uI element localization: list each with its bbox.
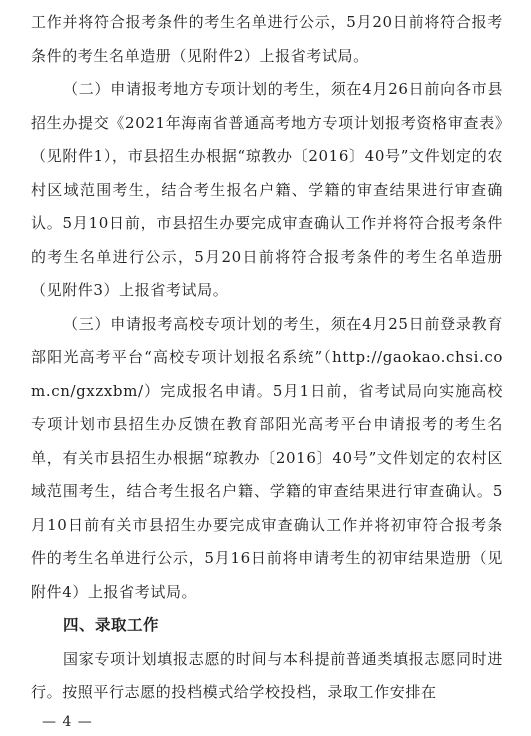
paragraph-admission: 国家专项计划填报志愿的时间与本科提前普通类填报志愿同时进行。按照平行志愿的投档模式给学校投档，录取工作安排在	[31, 649, 503, 701]
paragraph-university-special-plan: （三）申请报考高校专项计划的考生，须在4月25日前登录教育部阳光高考平台“高校专项计划报名系统”（http://gaokao.chsi.com.cn/gxzxbm/）完成报名申请。5月1日前，省考试局向实施高校专项计划市县招生办反馈在教育部阳光高考平台申请报考的考生名单，有关市县招生办根据“琼教办〔2016〕40号”文件划定的农村区域范围考生，结合考生报名户籍、学籍的审查结果进行审查确认。5月10日前有关市县招生办要完成审查确认工作并将初审符合报考条件的考生名单进行公示，5月16日前将申请考生的初审结果造册（见附件4）上报省考试局。	[31, 314, 503, 601]
paragraph-local-special-plan: （二）申请报考地方专项计划的考生，须在4月26日前向各市县招生办提交《2021年海南省普通高考地方专项计划报考资格审查表》（见附件1），市县招生办根据“琼教办〔2016〕40号”文件划定的农村区域范围考生，结合考生报名户籍、学籍的审查结果进行审查确认。5月10日前，市县招生办要完成审查确认工作并将符合报考条件的考生名单进行公示，5月20日前将符合报考条件的考生名单造册（见附件3）上报省考试局。	[31, 80, 503, 299]
paragraph-continuation: 工作并将符合报考条件的考生名单进行公示，5月20日前将符合报考条件的考生名单造册（见附件2）上报省考试局。	[31, 13, 503, 65]
section-heading-admission: 四、录取工作	[63, 616, 160, 634]
page-number: — 4 —	[42, 714, 93, 730]
